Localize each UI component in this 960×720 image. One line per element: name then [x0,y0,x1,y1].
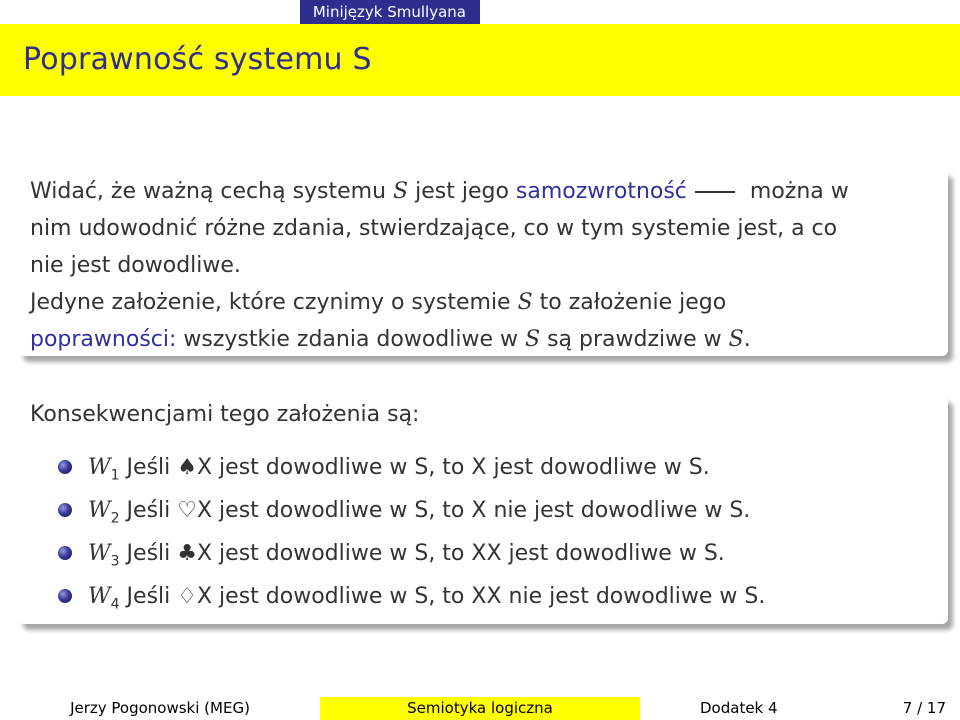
header-left [0,0,300,24]
block1-line-1: Widać, że ważną cechą systemu S jest jego samozwrotność można w [30,179,849,204]
bullet-ball-icon [58,546,72,560]
footer-page-number: 7 / 17 [902,699,946,717]
bullet-ball-icon [58,460,72,474]
heart-icon: ♡ [177,498,197,523]
frame-title: Poprawność systemu S [23,42,372,77]
block2-intro: Konsekwencjami tego założenia są: [30,402,420,427]
block1-line-5: poprawności: wszystkie zdania dowodliwe w S są prawdziwe w S. [30,327,751,352]
spade-icon: ♠ [177,455,197,480]
block1-text [30,173,849,358]
header-section-label: Minijęzyk Smullyana [312,3,466,21]
bullet-ball-icon [58,589,72,603]
footer-talk-title[interactable]: Semiotyka logiczna [320,697,640,720]
em-dash [695,191,735,193]
footer-section[interactable]: Dodatek 4 [700,699,778,717]
club-icon: ♣ [177,541,197,566]
diamond-icon: ♢ [177,584,197,609]
header-section[interactable] [300,0,480,24]
block1-line-4: Jedyne założenie, które czynimy o systemie S to założenie jego [30,290,727,315]
block1-line-3: nie jest dowodliwe. [30,253,241,278]
header-bar [0,0,960,24]
footer-bar [0,697,960,720]
footer-right [640,697,960,720]
term-samozwrotnosc: samozwrotność [515,179,687,204]
term-poprawnosci: poprawności: [30,327,177,352]
bullet-ball-icon [58,503,72,517]
block1-line-2: nim udowodnić różne zdania, stwierdzające, co w tym systemie jest, a co [30,216,838,241]
footer-author[interactable]: Jerzy Pogonowski (MEG) [0,697,320,720]
